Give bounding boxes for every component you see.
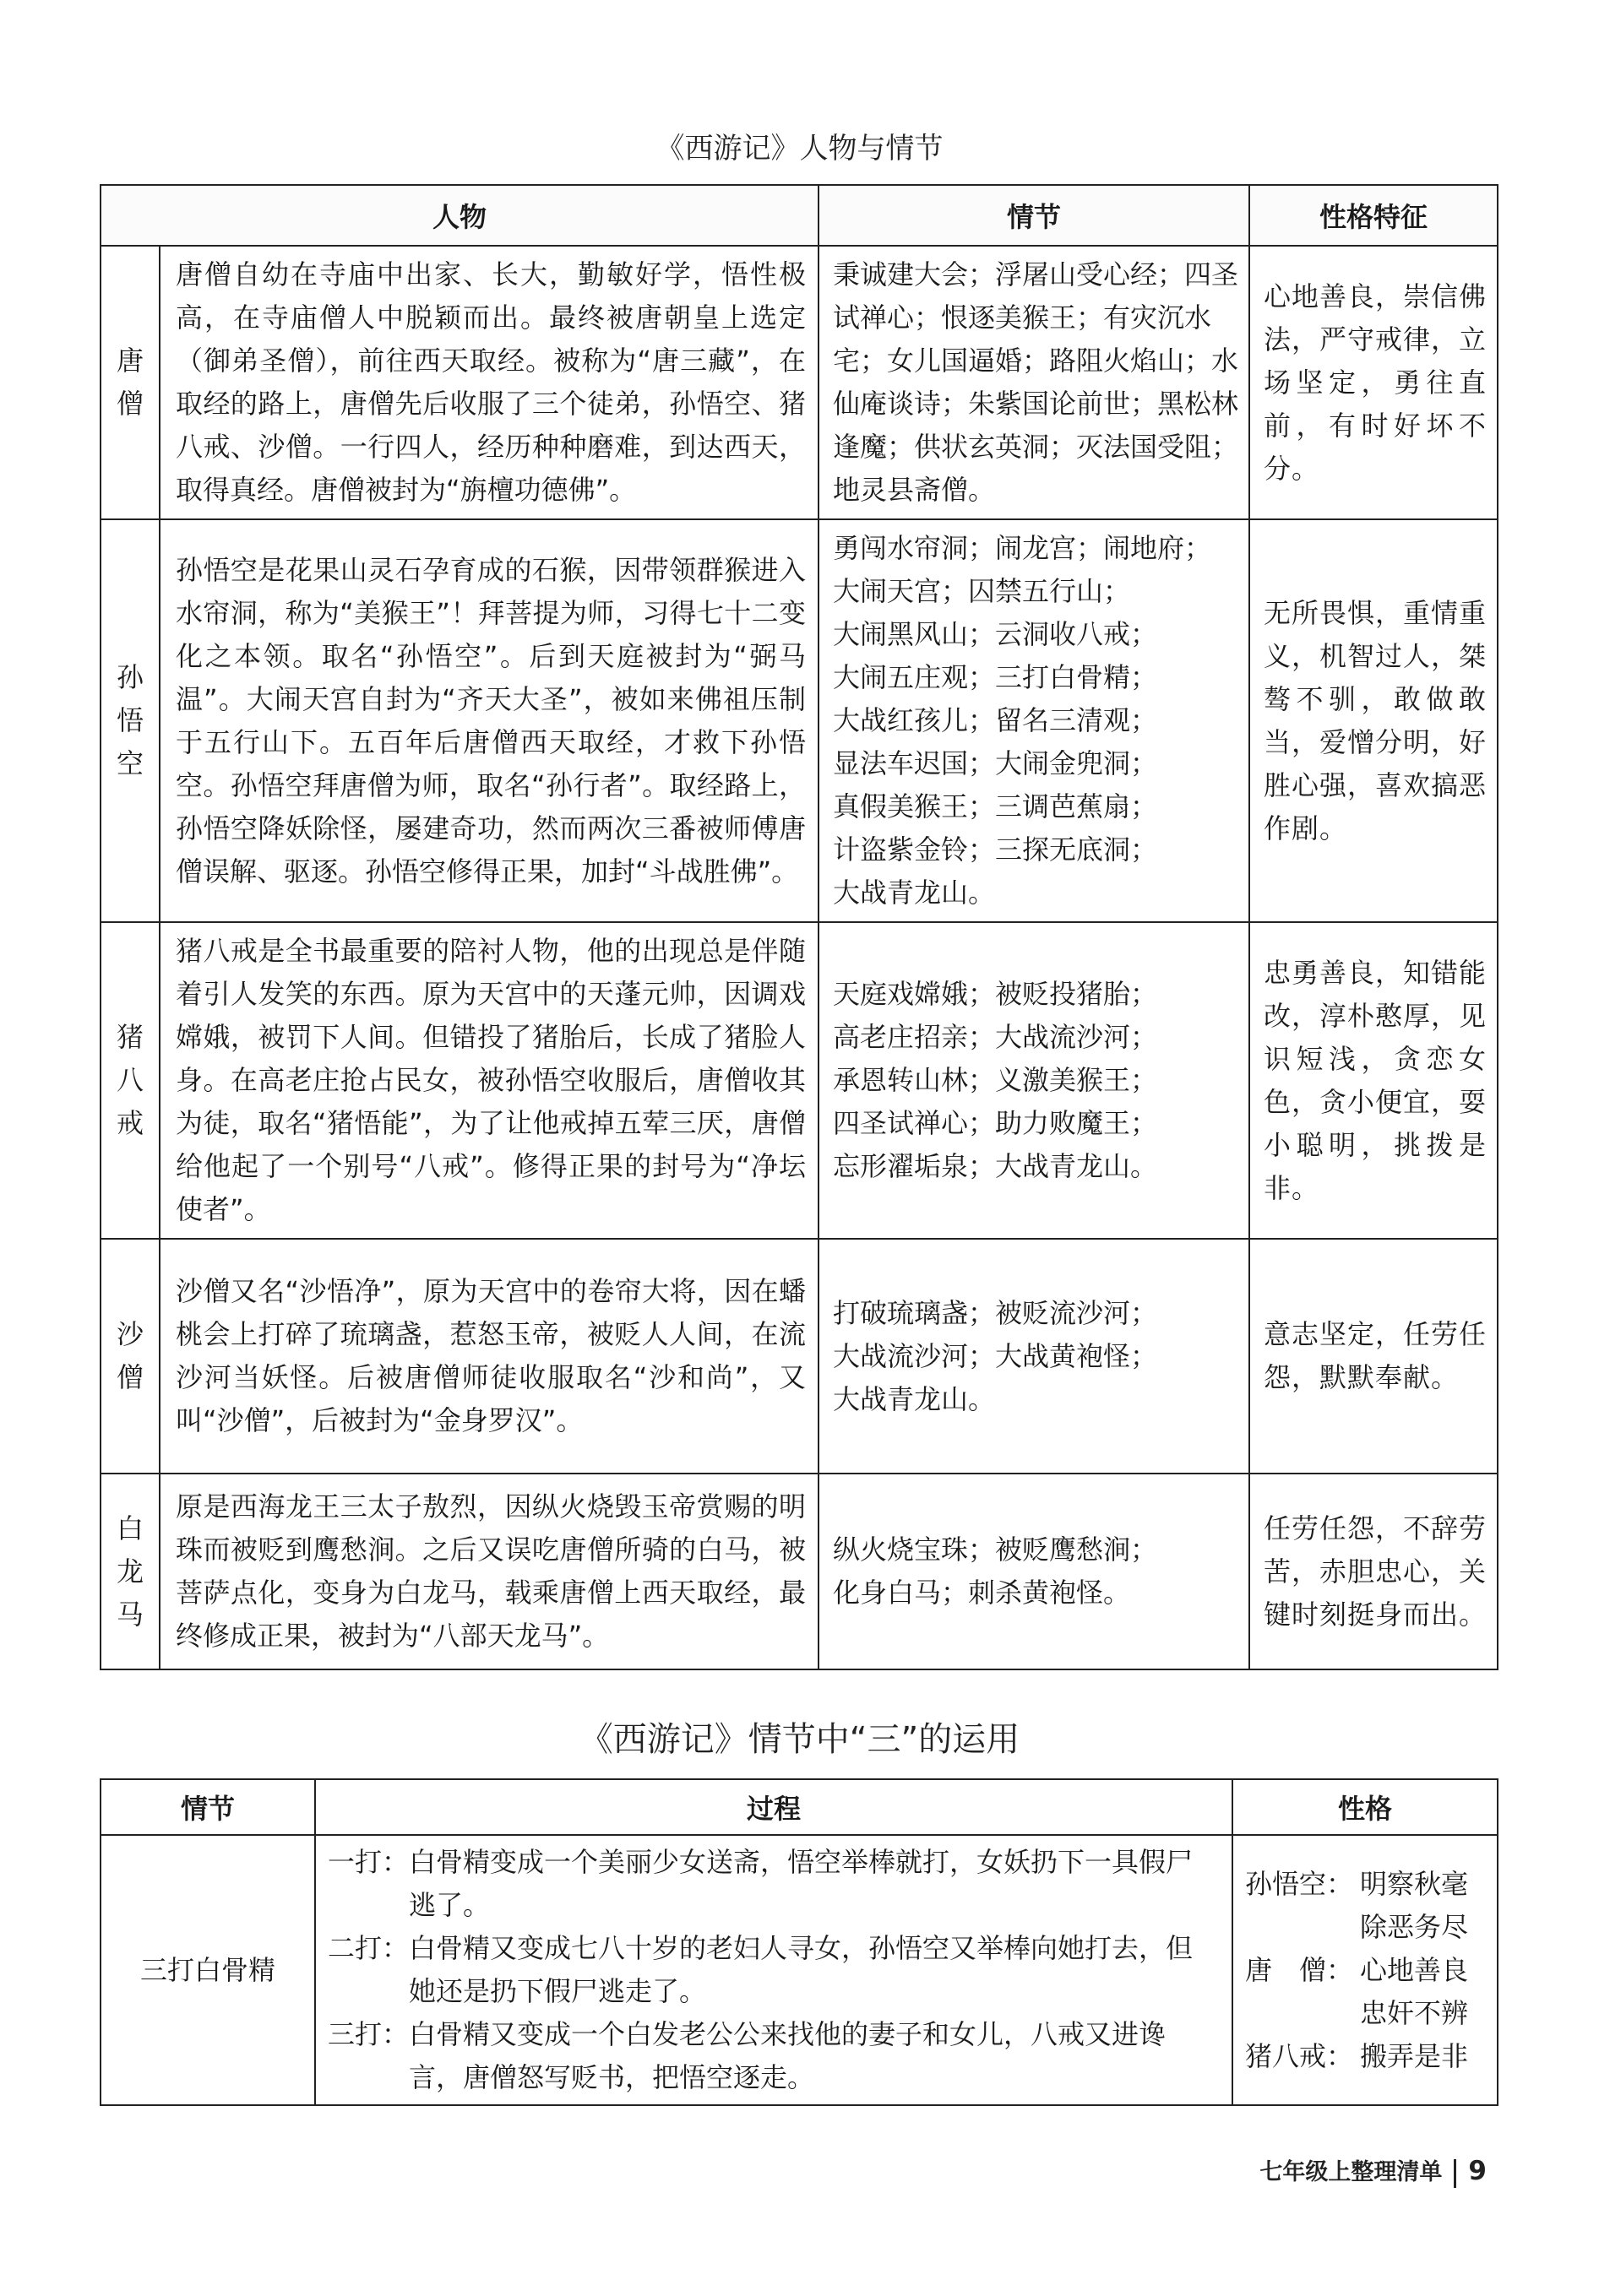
trait-line [1245,1863,1490,1906]
character-description: 孙悟空是花果山灵石孕育成的石猴，因带领群猴进入水帘洞，称为“美猴王”！拜菩提为师，习得七十二变化之本领。取名“孙悟空”。后到天庭被封为“弼马温”。大闹天宫自封为“齐天大圣”，被如来佛祖压制于五行山下。五百年后唐僧西天取经，才救下孙悟空。孙悟空拜唐僧为师，取名“孙行者”。取经路上，孙悟空降妖除怪，屡建奇功，然而两次三番被师傅唐僧误解、驱逐。孙悟空修得正果，加封“斗战胜佛”。 [160,519,819,922]
table-row [101,922,1498,1239]
plot-line: 大战青龙山。 [833,877,996,909]
trait-text: 心地善良 [1360,1953,1469,1986]
table-row [101,1474,1498,1669]
plot-line: 秉诚建大会；浮屠山受心经；四圣试禅心；恨逐美猴王；有灾沉水宅；女儿国逼婚；路阻火焰山；水仙庵谈诗；朱紫国论前世；黑松林逢魔；供状玄英洞；灭法国受阻；地灵县斋僧。 [833,258,1239,506]
character-trait: 忠勇善良，知错能改，淳朴憨厚，见识短浅，贪恋女色，贪小便宜，耍小聪明，挑拨是非。 [1249,922,1498,1239]
process-cell [315,1835,1232,2105]
process-step-label: 三打： [328,2018,410,2050]
trait-text: 忠奸不辨 [1360,1996,1469,2029]
character-name-char: 戒 [116,1107,144,1139]
header-trait: 性格特征 [1249,185,1498,246]
character-plot [819,1239,1249,1474]
character-trait: 无所畏惧，重情重义，机智过人，桀骜不驯，敢做敢当，爱憎分明，好胜心强，喜欢搞恶作剧。 [1249,519,1498,922]
character-trait: 意志坚定，任劳任怨，默默奉献。 [1249,1239,1498,1474]
plot-line: 承恩转山林；义激美猴王； [833,1064,1158,1096]
trait-person: 孙悟空： [1245,1867,1354,1900]
plot-line: 打破琉璃盏；被贬流沙河； [833,1296,1158,1329]
character-trait: 任劳任怨，不辞劳苦，赤胆忠心，关键时刻挺身而出。 [1249,1474,1498,1669]
footer-divider [1454,2159,1456,2188]
plot-line: 高老庄招亲；大战流沙河； [833,1021,1158,1053]
character-plot [819,922,1249,1239]
character-description: 猪八戒是全书最重要的陪衬人物，他的出现总是伴随着引人发笑的东西。原为天宫中的天蓬元帅，因调戏嫦娥，被罚下人间。但错投了猪胎后，长成了猪脸人身。在高老庄抢占民女，被孙悟空收服后，唐僧收其为徒，取名“猪悟能”，为了让他戒掉五荤三厌，唐僧给他起了一个别号“八戒”。修得正果的封号为“净坛使者”。 [160,922,819,1239]
process-step-text: 白骨精又变成一个白发老公公来找他的妻子和女儿，八戒又进谗言，唐僧怒写贬书，把悟空逐走。 [409,2018,1167,2093]
table2-header-row [101,1779,1498,1835]
character-name-char: 马 [116,1598,144,1631]
character-name-char: 沙 [116,1318,144,1350]
table-row [101,1239,1498,1474]
trait-text: 明察秋毫 [1360,1867,1469,1900]
character-name-char: 八 [116,1064,144,1096]
process-step-label: 一打： [328,1846,410,1878]
plot-line: 大闹天宫；囚禁五行山； [833,575,1131,607]
character-name-char: 龙 [116,1555,144,1588]
header-personality: 性格 [1232,1779,1498,1835]
plot-line: 天庭戏嫦娥；被贬投猪胎； [833,978,1158,1010]
character-name-char: 猪 [116,1021,144,1053]
plot-line: 大战青龙山。 [833,1382,996,1415]
table1-title: 《西游记》人物与情节 [655,132,944,166]
table1-header-row [101,185,1498,246]
character-name-char: 僧 [116,1361,144,1393]
plot-line: 大战红孩儿；留名三清观； [833,704,1158,736]
process-step [328,1841,1220,1927]
trait-person: 唐 僧： [1245,1953,1354,1986]
character-name-char: 孙 [116,661,144,693]
plot-line: 真假美猴王；三调芭蕉扇； [833,790,1158,822]
page-footer [1098,2153,1487,2188]
character-trait: 心地善良，崇信佛法，严守戒律，立场坚定，勇往直前，有时好坏不分。 [1249,246,1498,519]
trait-person: 猪八戒： [1245,2039,1354,2072]
characters-table [100,184,1498,1670]
table-row [101,246,1498,519]
process-step-text: 白骨精又变成七八十岁的老妇人寻女，孙悟空又举棒向她打去，但她还是扔下假尸逃走了。 [409,1932,1194,2007]
character-plot [819,519,1249,922]
character-name [101,1474,160,1669]
plot-line: 纵火烧宝珠；被贬鹰愁涧； [833,1533,1158,1566]
plot-line: 大闹五庄观；三打白骨精； [833,661,1158,693]
plot-line: 四圣试禅心；助力败魔王； [833,1107,1158,1139]
character-description: 唐僧自幼在寺庙中出家、长大，勤敏好学，悟性极高，在寺庙僧人中脱颖而出。最终被唐朝皇上选定（御弟圣僧），前往西天取经。被称为“唐三藏”，在取经的路上，唐僧先后收服了三个徒弟，孙悟空、猪八戒、沙僧。一行四人，经历种种磨难，到达西天，取得真经。唐僧被封为“旃檀功德佛”。 [160,246,819,519]
character-name [101,246,160,519]
three-usage-table [100,1778,1498,2106]
header-process: 过程 [315,1779,1232,1835]
header-episode: 情节 [101,1779,315,1835]
trait-line [1245,1906,1490,1949]
character-name [101,922,160,1239]
trait-text: 搬弄是非 [1360,2039,1469,2072]
plot-line: 大战流沙河；大战黄袍怪； [833,1339,1158,1372]
footer-label: 七年级上整理清单 [1259,2159,1443,2185]
character-plot [819,246,1249,519]
header-plot: 情节 [819,185,1249,246]
plot-line: 显法车迟国；大闹金兜洞； [833,747,1158,779]
plot-line: 化身白马；刺杀黄袍怪。 [833,1577,1131,1609]
header-character: 人物 [101,185,819,246]
process-step [328,1927,1220,2013]
trait-line [1245,2035,1490,2078]
plot-line: 大闹黑风山；云洞收八戒； [833,618,1158,650]
table-row [101,1835,1498,2105]
episode-name: 三打白骨精 [101,1835,315,2105]
process-step-label: 二打： [328,1932,410,1964]
trait-person [1245,1992,1360,2035]
trait-text: 除恶务尽 [1360,1910,1469,1943]
character-name-char: 白 [116,1512,144,1544]
character-name [101,519,160,922]
plot-line: 计盗紫金铃；三探无底洞； [833,833,1158,866]
plot-line: 勇闯水帘洞；闹龙宫；闹地府； [833,532,1212,564]
character-description: 沙僧又名“沙悟净”，原为天宫中的卷帘大将，因在蟠桃会上打碎了琉璃盏，惹怒玉帝，被贬人人间，在流沙河当妖怪。后被唐僧师徒收服取名“沙和尚”，又叫“沙僧”，后被封为“金身罗汉”。 [160,1239,819,1474]
character-name-char: 唐 [116,345,144,377]
character-name-char: 僧 [116,388,144,420]
trait-line [1245,1949,1490,1992]
table-row [101,519,1498,922]
trait-line [1245,1992,1490,2035]
character-name-char: 空 [116,747,144,779]
process-step [328,2013,1220,2099]
process-step-text: 白骨精变成一个美丽少女送斋，悟空举棒就打，女妖扔下一具假尸逃了。 [409,1846,1194,1921]
character-name-char: 悟 [116,704,144,736]
character-plot [819,1474,1249,1669]
table2-title: 《西游记》情节中“三”的运用 [579,1720,1020,1759]
character-name [101,1239,160,1474]
trait-person [1245,1906,1360,1949]
character-description: 原是西海龙王三太子敖烈，因纵火烧毁玉帝赏赐的明珠而被贬到鹰愁涧。之后又误吃唐僧所骑的白马，被菩萨点化，变身为白龙马，载乘唐僧上西天取经，最终修成正果，被封为“八部天龙马”。 [160,1474,819,1669]
plot-line: 忘形濯垢泉；大战青龙山。 [833,1150,1158,1182]
page-number: 9 [1468,2156,1487,2186]
personality-cell [1232,1835,1498,2105]
